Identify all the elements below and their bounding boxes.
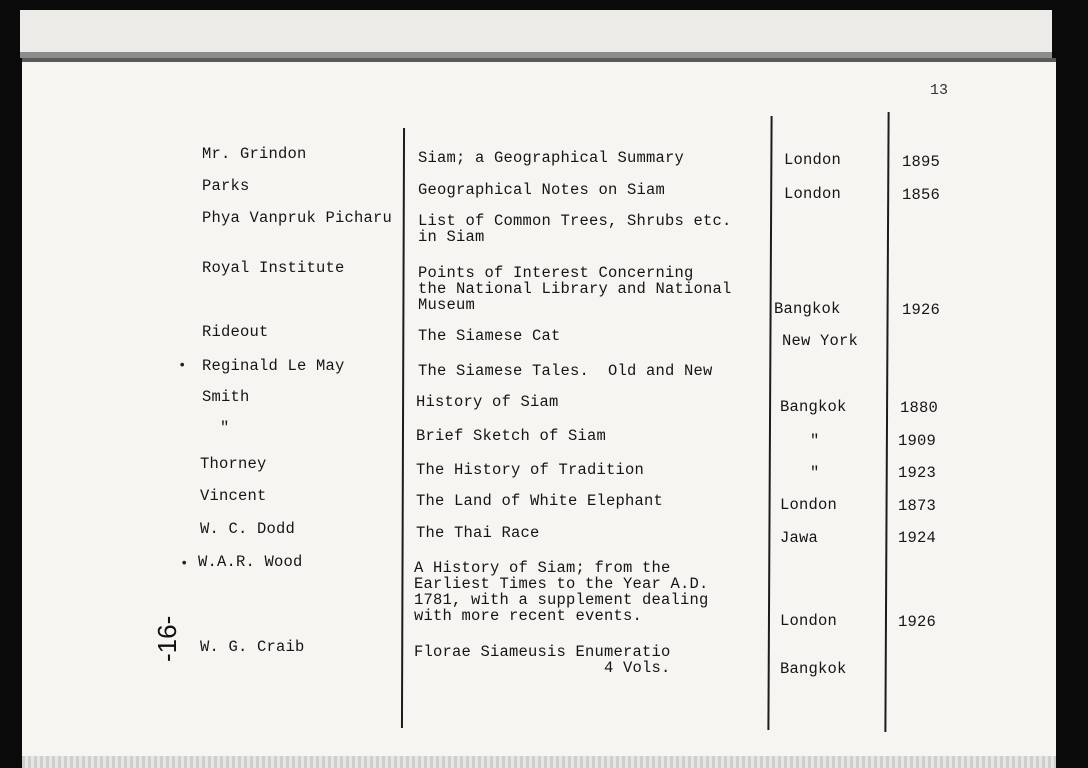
author-cell: Mr. Grindon	[202, 145, 307, 163]
author-cell: Phya Vanpruk Picharu	[202, 209, 393, 227]
title-cell: Points of Interest Concerning the National Library and National Museum	[418, 264, 732, 314]
year-cell: 1873	[898, 497, 937, 515]
author-cell: Rideout	[202, 323, 269, 341]
place-cell: Bangkok	[774, 300, 841, 318]
title-cell: The Siamese Tales. Old and New	[418, 362, 713, 380]
year-cell: 1895	[902, 153, 941, 171]
title-cell: History of Siam	[416, 393, 559, 411]
column-divider-author-title	[401, 128, 405, 728]
title-cell: List of Common Trees, Shrubs etc. in Siam	[418, 212, 732, 246]
place-cell: "	[810, 464, 820, 482]
year-cell: 1924	[898, 529, 937, 547]
author-cell: Royal Institute	[202, 259, 345, 277]
year-cell: 1856	[902, 186, 941, 204]
margin-page-mark: -16-	[152, 615, 182, 662]
place-cell: London	[784, 185, 842, 203]
author-cell: W. C. Dodd	[200, 520, 296, 538]
author-cell: Parks	[202, 177, 250, 195]
film-top-strip	[20, 10, 1052, 58]
title-cell: Siam; a Geographical Summary	[418, 149, 685, 167]
author-cell: "	[220, 419, 230, 437]
place-cell: Jawa	[780, 529, 819, 547]
column-divider-title-place	[767, 116, 772, 730]
place-cell: Bangkok	[780, 660, 847, 678]
author-cell: Reginald Le May	[202, 357, 345, 375]
place-cell: "	[810, 432, 820, 450]
place-cell: Bangkok	[780, 398, 847, 416]
title-cell: The Thai Race	[416, 524, 540, 542]
author-cell: W.A.R. Wood	[198, 553, 303, 571]
author-cell: Thorney	[200, 455, 267, 473]
place-cell: New York	[782, 332, 859, 350]
column-divider-place-year	[884, 112, 889, 732]
author-cell: Vincent	[200, 487, 267, 505]
title-cell: The Siamese Cat	[418, 327, 561, 345]
year-cell: 1909	[898, 432, 937, 450]
year-cell: 1923	[898, 464, 937, 482]
title-cell: Florae Siameusis Enumeratio 4 Vols.	[414, 643, 671, 677]
place-cell: London	[780, 496, 838, 514]
author-cell: Smith	[202, 388, 250, 406]
title-cell: Geographical Notes on Siam	[418, 181, 666, 199]
title-cell: The History of Tradition	[416, 461, 645, 479]
title-cell: Brief Sketch of Siam	[416, 427, 607, 445]
document-page	[22, 58, 1056, 768]
page-number: 13	[930, 82, 949, 99]
year-cell: 1926	[902, 301, 941, 319]
author-cell: W. G. Craib	[200, 638, 305, 656]
annotation-mark: •	[180, 556, 189, 572]
place-cell: London	[780, 612, 838, 630]
year-cell: 1926	[898, 613, 937, 631]
title-cell: The Land of White Elephant	[416, 492, 664, 510]
year-cell: 1880	[900, 399, 939, 417]
annotation-mark: •	[178, 358, 187, 374]
place-cell: London	[784, 151, 842, 169]
title-cell: A History of Siam; from the Earliest Times to the Year A.D. 1781, with a supplement dealing with more recent events.	[414, 559, 709, 625]
